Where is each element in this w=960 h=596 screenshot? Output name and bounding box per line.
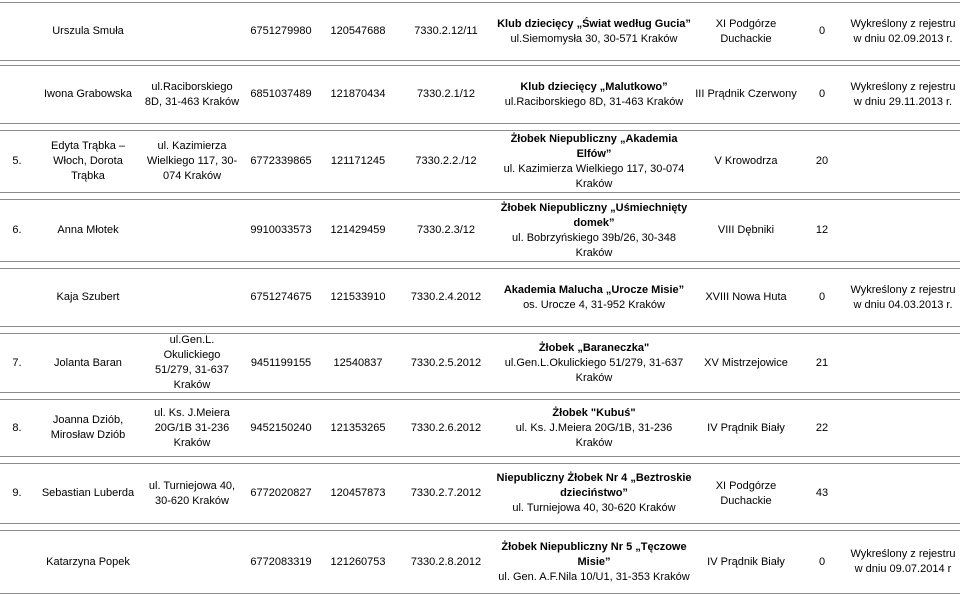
regon-number: 6772083319 (250, 555, 312, 568)
district: XI Podgórze Duchackie (715, 17, 777, 45)
club-cell (494, 400, 694, 456)
table-row (0, 199, 960, 262)
owner-address: ul. Kazimierza Wielkiego 117, 30-074 Kraków (146, 140, 238, 182)
district: III Prądnik Czerwony (695, 88, 797, 100)
table-row (0, 399, 960, 457)
owner-name: Urszula Smuła (52, 25, 124, 37)
owner-address: ul. Turniejowa 40, 30-620 Kraków (148, 479, 236, 507)
club-address: ul. Gen. A.F.Nila 10/U1, 31-353 Kraków (498, 570, 690, 583)
table-row (0, 268, 960, 327)
regon-number: 9910033573 (250, 224, 312, 236)
registry-number: 7330.2.8.2012 (410, 555, 482, 568)
district: V Krowodrza (714, 155, 778, 167)
owner-address (142, 3, 242, 60)
status-note (846, 200, 960, 261)
table-row (0, 130, 960, 193)
place-count: 22 (815, 421, 829, 434)
place-count: 0 (818, 291, 826, 303)
club-address: ul. Turniejowa 40, 30-620 Kraków (512, 502, 676, 514)
club-cell (494, 269, 694, 326)
owner-address (142, 269, 242, 326)
row-number (0, 269, 34, 326)
club-name: Żłobek Niepubliczny „Akademia Elfów” (510, 132, 678, 160)
nip-number: 121870434 (330, 88, 386, 100)
table-row (0, 333, 960, 393)
district: XVIII Nowa Huta (705, 291, 787, 303)
row-number: 7. (12, 356, 22, 369)
status-note: Wykreślony z rejestru w dniu 02.09.2013 r. (850, 17, 956, 45)
place-count: 0 (818, 88, 826, 100)
district: XV Mistrzejowice (704, 356, 788, 369)
place-count: 20 (815, 155, 829, 167)
row-number (0, 531, 34, 593)
row-number: 6. (12, 224, 22, 236)
club-address: ul.Raciborskiego 8D, 31-463 Kraków (504, 95, 684, 108)
owner-name: Sebastian Luberda (41, 487, 135, 499)
club-name: Klub dziecięcy „Świat według Gucia” (497, 17, 691, 30)
row-number: 5. (12, 155, 22, 167)
status-note (846, 131, 960, 192)
nip-number: 121353265 (330, 421, 386, 434)
regon-number: 6851037489 (250, 88, 312, 100)
club-cell (494, 200, 694, 261)
owner-address (142, 200, 242, 261)
owner-name: Kaja Szubert (56, 291, 120, 303)
row-number: 9. (12, 487, 22, 499)
nip-number: 120457873 (330, 487, 386, 499)
registry-number: 7330.2.6.2012 (410, 421, 482, 434)
district: VIII Dębniki (717, 224, 775, 236)
table-row (0, 2, 960, 61)
registry-number: 7330.2.5.2012 (410, 356, 482, 369)
owner-address (142, 531, 242, 593)
club-address: ul. Ks. J.Meiera 20G/1B, 31-236 Kraków (515, 421, 673, 449)
nip-number: 121429459 (330, 224, 386, 236)
owner-name: Jolanta Baran (54, 356, 122, 369)
row-number (0, 3, 34, 60)
table-row (0, 463, 960, 524)
regon-number: 6751279980 (250, 25, 312, 37)
club-address: ul.Gen.L.Okulickiego 51/279, 31-637 Kraków (504, 356, 684, 384)
nip-number: 120547688 (330, 25, 386, 37)
place-count: 0 (818, 25, 826, 37)
place-count: 43 (815, 487, 829, 499)
nip-number: 12540837 (333, 356, 383, 369)
owner-name: Joanna Dziób, Mirosław Dziób (50, 414, 126, 441)
owner-name: Iwona Grabowska (43, 88, 133, 100)
club-name: Niepubliczny Żłobek Nr 4 „Beztroskie dzieciństwo” (496, 472, 692, 499)
status-note (846, 400, 960, 456)
club-name: Żłobek "Kubuś" (552, 406, 636, 419)
regon-number: 9451199155 (250, 356, 312, 369)
status-note: Wykreślony z rejestru w dniu 04.03.2013 r. (850, 283, 956, 311)
place-count: 21 (815, 356, 829, 369)
registry-number: 7330.2.7.2012 (410, 487, 482, 499)
owner-address: ul. Ks. J.Meiera 20G/1B 31-236 Kraków (154, 406, 230, 449)
row-number: 8. (12, 421, 22, 434)
club-name: Żłobek Niepubliczny Nr 5 „Tęczowe Misie” (501, 540, 687, 568)
status-note (846, 334, 960, 392)
owner-name: Katarzyna Popek (46, 555, 130, 568)
nip-number: 121171245 (330, 155, 386, 167)
district: IV Prądnik Biały (707, 421, 785, 434)
club-name: Żłobek Niepubliczny „Uśmiechnięty domek” (500, 201, 688, 229)
owner-name: Anna Młotek (57, 224, 119, 236)
registry-number: 7330.2.4.2012 (410, 291, 482, 303)
club-name: Akademia Malucha „Urocze Misie” (503, 283, 685, 296)
club-cell (494, 464, 694, 523)
club-address: ul. Kazimierza Wielkiego 117, 30-074 Kraków (503, 162, 685, 190)
club-address: ul. Bobrzyńskiego 39b/26, 30-348 Kraków (512, 231, 676, 259)
owner-address: ul.Raciborskiego 8D, 31-463 Kraków (144, 80, 240, 108)
club-name: Żłobek „Baraneczka" (538, 341, 650, 354)
status-note: Wykreślony z rejestru w dniu 09.07.2014 r (850, 548, 956, 575)
status-note: Wykreślony z rejestru w dniu 29.11.2013 r. (850, 80, 956, 108)
club-name: Klub dziecięcy „Malutkowo” (520, 80, 668, 93)
place-count: 0 (818, 555, 826, 568)
table-row (0, 65, 960, 124)
regon-number: 6772020827 (250, 487, 312, 499)
registry-number: 7330.2.12/11 (414, 25, 478, 37)
club-cell (494, 334, 694, 392)
registry-number: 7330.2.1/12 (416, 88, 476, 100)
club-cell (494, 131, 694, 192)
table-row (0, 530, 960, 594)
club-cell (494, 531, 694, 593)
row-number (0, 66, 34, 123)
club-cell (494, 66, 694, 123)
owner-name: Edyta Trąbka –Włoch, Dorota Trąbka (51, 140, 125, 182)
nip-number: 121533910 (330, 291, 386, 303)
club-address: os. Urocze 4, 31-952 Kraków (523, 298, 665, 311)
district: IV Prądnik Biały (707, 555, 785, 568)
registry-number: 7330.2.2./12 (415, 155, 477, 167)
regon-number: 6772339865 (250, 155, 312, 167)
district: XI Podgórze Duchackie (715, 479, 777, 507)
club-cell (494, 3, 694, 60)
place-count: 12 (815, 224, 829, 236)
regon-number: 9452150240 (250, 421, 312, 434)
registry-number: 7330.2.3/12 (416, 224, 476, 236)
regon-number: 6751274675 (250, 291, 312, 303)
club-address: ul.Siemomysła 30, 30-571 Kraków (510, 32, 678, 45)
nip-number: 121260753 (330, 555, 386, 568)
status-note (846, 464, 960, 523)
owner-address: ul.Gen.L. Okulickiego 51/279, 31-637 Kraków (154, 334, 229, 391)
